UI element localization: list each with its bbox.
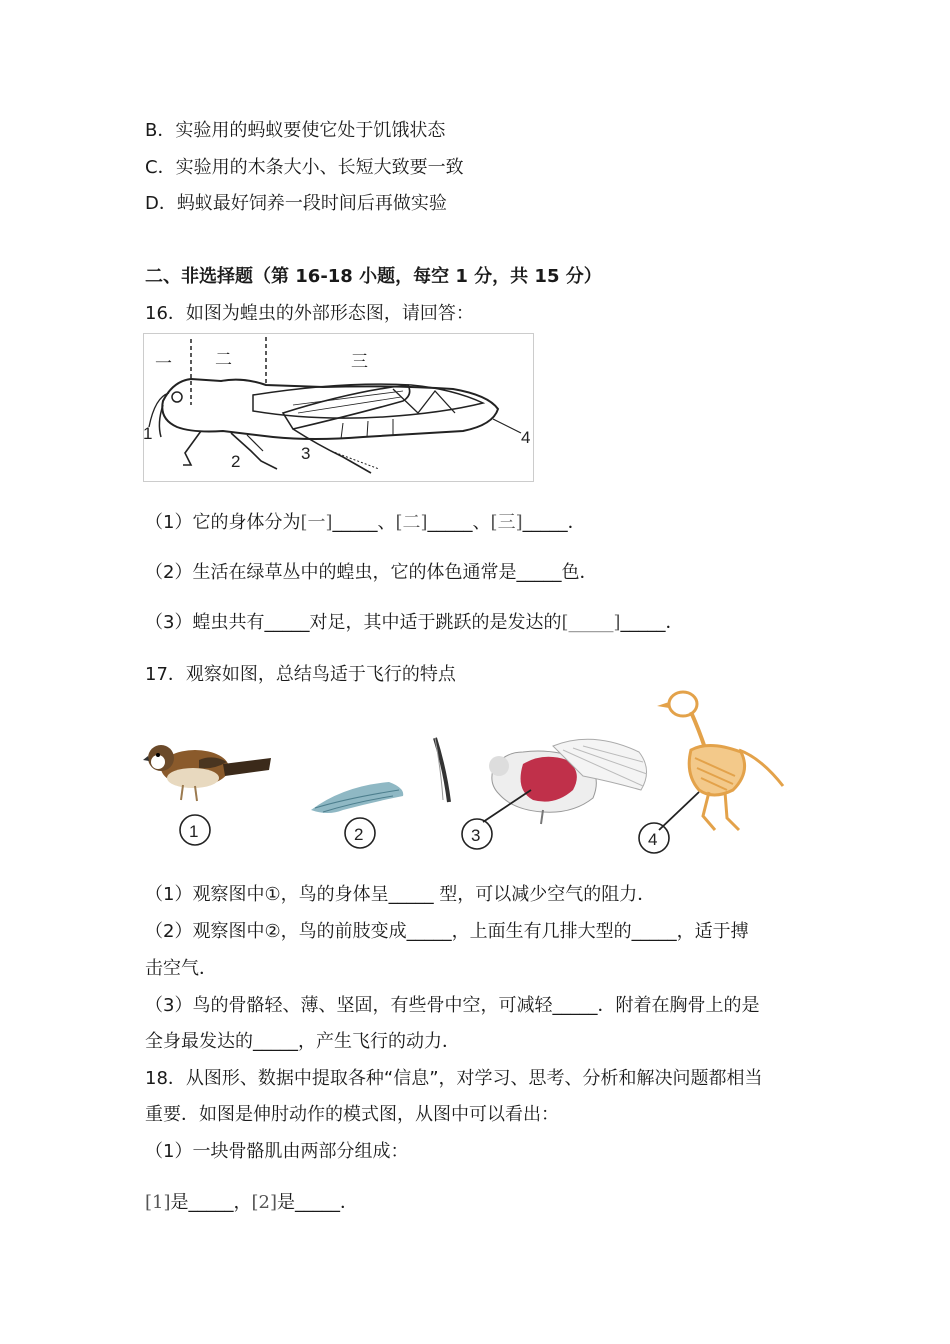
bird-label-2: 2 xyxy=(354,825,364,844)
region-label-2: 二 xyxy=(215,350,232,369)
number-label-3: 3 xyxy=(301,444,311,463)
q18-bracket-1: [1] xyxy=(145,1192,171,1213)
q18-stem-line1: 18．从图形、数据中提取各种“信息”，对学习、思考、分析和解决问题都相当 xyxy=(145,1068,763,1089)
bracket-1: [一] xyxy=(300,512,333,533)
option-b: B．实验用的蚂蚁要使它处于饥饿状态 xyxy=(145,120,446,141)
bracket-3: [三] xyxy=(490,512,523,533)
sep-1: 、 xyxy=(377,512,396,533)
q17-sub3-line2: 全身最发达的_____，产生飞行的动力． xyxy=(145,1031,460,1052)
q18-stem-line2: 重要．如图是伸肘动作的模式图，从图中可以看出： xyxy=(145,1104,559,1125)
q17-sub2-line2: 击空气． xyxy=(145,958,217,979)
option-d: D．蚂蚁最好饲养一段时间后再做实验 xyxy=(145,193,447,214)
grasshopper-figure xyxy=(143,333,535,488)
bird-label-1: 1 xyxy=(189,822,199,841)
skeleton-image xyxy=(657,692,783,830)
q17-sub3-line1: （3）鸟的骨骼轻、薄、坚固，有些骨中空，可减轻_____．附着在胸骨上的是 xyxy=(145,995,760,1016)
q16-sub3-suffix: _____． xyxy=(620,612,684,633)
section-heading: 二、非选择题（第 16-18 小题，每空 1 分，共 15 分） xyxy=(145,266,602,287)
number-label-2: 2 xyxy=(231,452,241,471)
sub1-end: ． xyxy=(567,512,586,533)
blank-3: _____ xyxy=(522,512,568,533)
dissected-bird-image xyxy=(483,739,647,824)
q16-sub2: （2）生活在绿草丛中的蝗虫，它的体色通常是_____色． xyxy=(145,562,598,583)
option-c: C．实验用的木条大小、长短大致要一致 xyxy=(145,157,464,178)
q16-sub1 xyxy=(145,508,586,534)
bird-figure xyxy=(143,690,793,863)
number-label-4: 4 xyxy=(521,428,531,447)
region-label-3: 三 xyxy=(351,352,368,371)
number-label-1: 1 xyxy=(143,424,153,443)
q16-sub1-prefix: （1）它的身体分为 xyxy=(145,512,301,533)
bracket-2: [二] xyxy=(395,512,428,533)
wing-image xyxy=(311,738,449,813)
q17-sub1: （1）观察图中①，鸟的身体呈_____ 型，可以减少空气的阻力． xyxy=(145,884,656,905)
q16-sub3-bracket: [_____] xyxy=(561,612,621,633)
bird-label-3: 3 xyxy=(471,826,481,845)
region-label-1: 一 xyxy=(155,354,172,373)
q18-answer xyxy=(145,1188,358,1214)
sparrow-image xyxy=(143,745,271,801)
q17-sub2-line1: （2）观察图中②，鸟的前肢变成_____，上面生有几排大型的_____，适于搏 xyxy=(145,921,749,942)
q18-answer-2: 是_____． xyxy=(277,1192,358,1213)
q16-sub3-prefix: （3）蝗虫共有_____对足，其中适于跳跃的是发达的 xyxy=(145,612,562,633)
blank-2: _____ xyxy=(427,512,473,533)
q18-answer-1: 是_____， xyxy=(170,1192,252,1213)
blank-1: _____ xyxy=(332,512,378,533)
sep-2: 、 xyxy=(472,512,491,533)
bird-label-4: 4 xyxy=(648,830,658,849)
q18-sub1: （1）一块骨骼肌由两部分组成： xyxy=(145,1141,409,1162)
q17-stem: 17．观察如图，总结鸟适于飞行的特点 xyxy=(145,664,456,685)
q18-bracket-2: [2] xyxy=(251,1192,277,1213)
q16-stem: 16．如图为蝗虫的外部形态图，请回答： xyxy=(145,303,474,324)
q16-sub3 xyxy=(145,608,684,634)
